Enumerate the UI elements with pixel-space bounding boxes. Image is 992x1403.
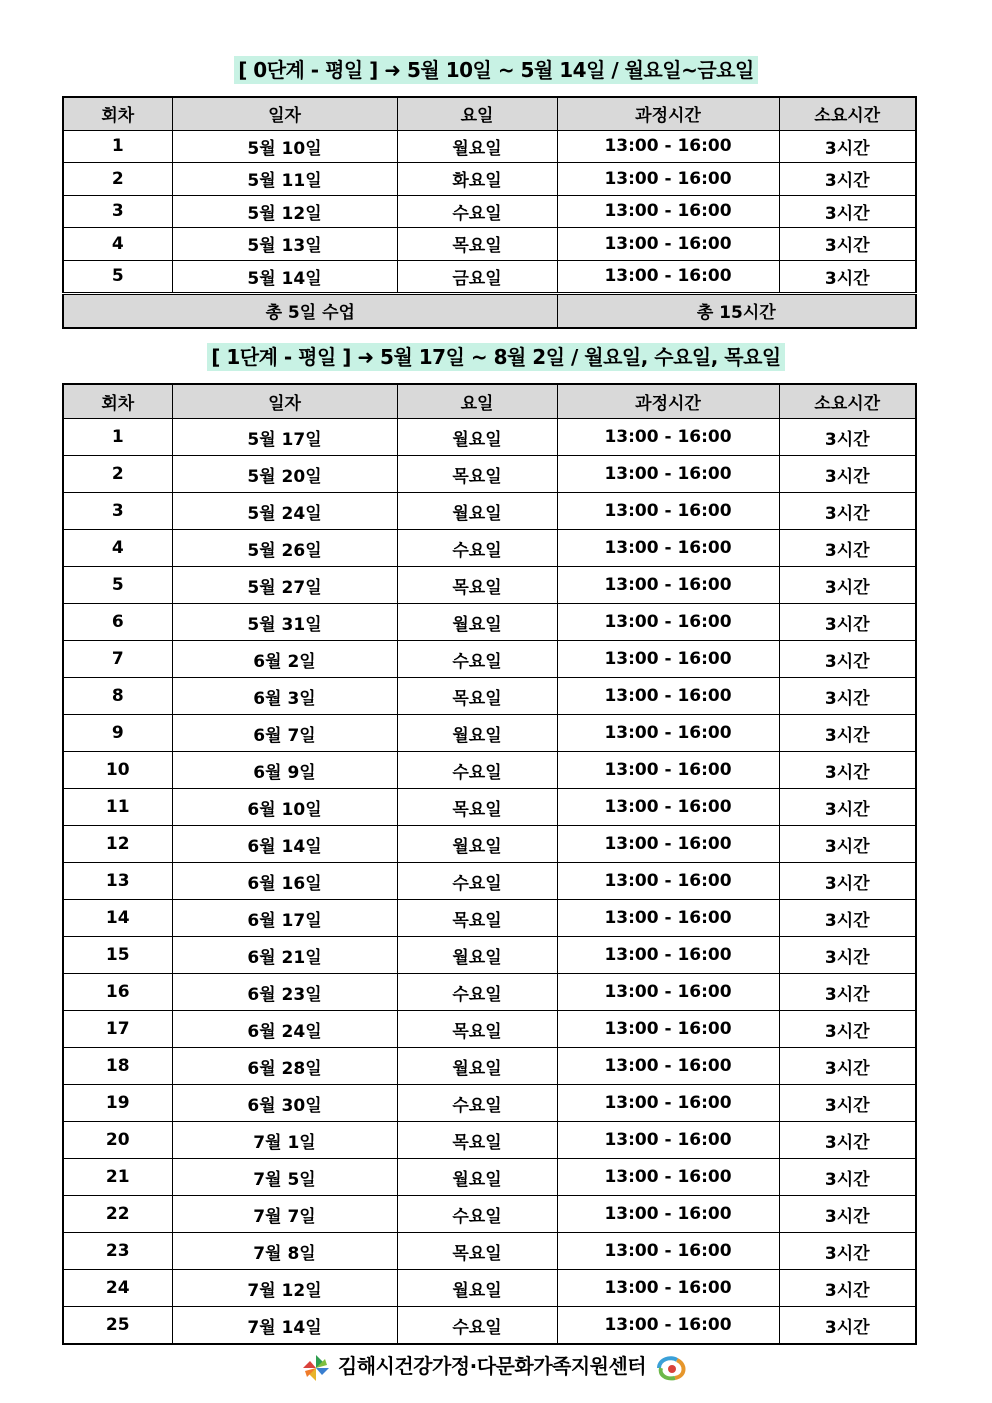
cell-session: 13 — [63, 863, 172, 900]
cell-course-time: 13:00 - 16:00 — [557, 456, 779, 493]
cell-date: 5월 20일 — [172, 456, 397, 493]
cell-weekday: 수요일 — [397, 1196, 557, 1233]
cell-duration: 3시간 — [779, 493, 916, 530]
cell-weekday: 금요일 — [397, 260, 557, 294]
cell-weekday: 월요일 — [397, 1159, 557, 1196]
cell-course-time: 13:00 - 16:00 — [557, 604, 779, 641]
cell-date: 7월 14일 — [172, 1307, 397, 1345]
table-row — [63, 1122, 916, 1159]
cell-duration: 3시간 — [779, 1085, 916, 1122]
cell-date: 6월 21일 — [172, 937, 397, 974]
table-row — [63, 974, 916, 1011]
cell-weekday: 목요일 — [397, 789, 557, 826]
cell-session: 18 — [63, 1048, 172, 1085]
cell-duration: 3시간 — [779, 163, 916, 196]
cell-weekday: 수요일 — [397, 195, 557, 228]
cell-duration: 3시간 — [779, 715, 916, 752]
cell-weekday: 수요일 — [397, 974, 557, 1011]
table-row — [63, 260, 916, 294]
cell-weekday: 월요일 — [397, 1048, 557, 1085]
table-row — [63, 678, 916, 715]
cell-duration: 3시간 — [779, 419, 916, 456]
header-course-time: 과정시간 — [557, 384, 779, 419]
cell-weekday: 월요일 — [397, 130, 557, 163]
table-row — [63, 130, 916, 163]
cell-session: 24 — [63, 1270, 172, 1307]
cell-date: 7월 7일 — [172, 1196, 397, 1233]
cell-date: 6월 16일 — [172, 863, 397, 900]
cell-weekday: 수요일 — [397, 641, 557, 678]
cell-session: 11 — [63, 789, 172, 826]
cell-duration: 3시간 — [779, 1196, 916, 1233]
table-row — [63, 863, 916, 900]
cell-session: 19 — [63, 1085, 172, 1122]
header-weekday: 요일 — [397, 384, 557, 419]
cell-date: 7월 12일 — [172, 1270, 397, 1307]
cell-session: 20 — [63, 1122, 172, 1159]
cell-weekday: 수요일 — [397, 1307, 557, 1345]
cell-duration: 3시간 — [779, 937, 916, 974]
cell-duration: 3시간 — [779, 530, 916, 567]
table-row — [63, 456, 916, 493]
cell-course-time: 13:00 - 16:00 — [557, 1270, 779, 1307]
cell-course-time: 13:00 - 16:00 — [557, 1233, 779, 1270]
cell-date: 5월 27일 — [172, 567, 397, 604]
cell-weekday: 목요일 — [397, 1122, 557, 1159]
table-row — [63, 752, 916, 789]
cell-weekday: 월요일 — [397, 715, 557, 752]
cell-session: 1 — [63, 419, 172, 456]
stage1-schedule-table — [62, 383, 917, 1345]
cell-duration: 3시간 — [779, 1270, 916, 1307]
cell-duration: 3시간 — [779, 1233, 916, 1270]
cell-session: 10 — [63, 752, 172, 789]
footer — [0, 1350, 992, 1383]
cell-duration: 3시간 — [779, 974, 916, 1011]
cell-course-time: 13:00 - 16:00 — [557, 1122, 779, 1159]
cell-date: 6월 23일 — [172, 974, 397, 1011]
cell-course-time: 13:00 - 16:00 — [557, 789, 779, 826]
header-session: 회차 — [63, 97, 172, 130]
cell-course-time: 13:00 - 16:00 — [557, 530, 779, 567]
cell-weekday: 월요일 — [397, 826, 557, 863]
cell-date: 5월 17일 — [172, 419, 397, 456]
cell-course-time: 13:00 - 16:00 — [557, 715, 779, 752]
cell-session: 16 — [63, 974, 172, 1011]
table-row — [63, 604, 916, 641]
total-days: 총 5일 수업 — [63, 294, 557, 328]
cell-course-time: 13:00 - 16:00 — [557, 1048, 779, 1085]
cell-weekday: 목요일 — [397, 456, 557, 493]
cell-session: 3 — [63, 493, 172, 530]
cell-date: 6월 10일 — [172, 789, 397, 826]
cell-date: 7월 5일 — [172, 1159, 397, 1196]
cell-course-time: 13:00 - 16:00 — [557, 493, 779, 530]
table-row — [63, 1196, 916, 1233]
cell-date: 5월 14일 — [172, 260, 397, 294]
pinwheel-logo-icon — [301, 1353, 331, 1383]
cell-weekday: 목요일 — [397, 228, 557, 261]
cell-date: 5월 26일 — [172, 530, 397, 567]
table-row — [63, 900, 916, 937]
cell-date: 6월 3일 — [172, 678, 397, 715]
cell-session: 12 — [63, 826, 172, 863]
cell-duration: 3시간 — [779, 789, 916, 826]
cell-session: 3 — [63, 195, 172, 228]
cell-weekday: 월요일 — [397, 937, 557, 974]
cell-duration: 3시간 — [779, 130, 916, 163]
cell-weekday: 월요일 — [397, 493, 557, 530]
cell-date: 6월 9일 — [172, 752, 397, 789]
cell-date: 6월 30일 — [172, 1085, 397, 1122]
table-row — [63, 567, 916, 604]
cell-session: 23 — [63, 1233, 172, 1270]
table-row — [63, 228, 916, 261]
org-name: 김해시건강가정·다문화가족지원센터 — [337, 1354, 647, 1378]
table-row — [63, 937, 916, 974]
cell-session: 22 — [63, 1196, 172, 1233]
cell-session: 2 — [63, 456, 172, 493]
header-date: 일자 — [172, 384, 397, 419]
table-header-row — [63, 384, 916, 419]
table-header-row — [63, 97, 916, 130]
cell-session: 4 — [63, 228, 172, 261]
table-row — [63, 1270, 916, 1307]
cell-duration: 3시간 — [779, 604, 916, 641]
cell-course-time: 13:00 - 16:00 — [557, 974, 779, 1011]
cell-date: 5월 31일 — [172, 604, 397, 641]
header-duration: 소요시간 — [779, 97, 916, 130]
cell-duration: 3시간 — [779, 900, 916, 937]
table-row — [63, 195, 916, 228]
cell-date: 6월 24일 — [172, 1011, 397, 1048]
cell-course-time: 13:00 - 16:00 — [557, 163, 779, 196]
stage0-heading — [0, 54, 992, 83]
cell-duration: 3시간 — [779, 456, 916, 493]
header-course-time: 과정시간 — [557, 97, 779, 130]
cell-session: 5 — [63, 567, 172, 604]
cell-weekday: 목요일 — [397, 1011, 557, 1048]
cell-date: 5월 11일 — [172, 163, 397, 196]
cell-date: 5월 24일 — [172, 493, 397, 530]
stage1-heading — [0, 341, 992, 370]
cell-duration: 3시간 — [779, 678, 916, 715]
table-row — [63, 1307, 916, 1345]
cell-duration: 3시간 — [779, 1011, 916, 1048]
cell-session: 9 — [63, 715, 172, 752]
cell-course-time: 13:00 - 16:00 — [557, 1159, 779, 1196]
table-row — [63, 1048, 916, 1085]
cell-weekday: 월요일 — [397, 1270, 557, 1307]
cell-session: 1 — [63, 130, 172, 163]
cell-duration: 3시간 — [779, 1122, 916, 1159]
cell-date: 6월 7일 — [172, 715, 397, 752]
cell-date: 7월 1일 — [172, 1122, 397, 1159]
cell-course-time: 13:00 - 16:00 — [557, 863, 779, 900]
cell-session: 4 — [63, 530, 172, 567]
table-row — [63, 493, 916, 530]
table-row — [63, 1011, 916, 1048]
cell-session: 7 — [63, 641, 172, 678]
family-center-logo-icon — [653, 1354, 691, 1382]
cell-session: 5 — [63, 260, 172, 294]
cell-course-time: 13:00 - 16:00 — [557, 900, 779, 937]
cell-course-time: 13:00 - 16:00 — [557, 1196, 779, 1233]
cell-weekday: 목요일 — [397, 678, 557, 715]
cell-date: 6월 2일 — [172, 641, 397, 678]
table-row — [63, 826, 916, 863]
cell-session: 25 — [63, 1307, 172, 1345]
cell-course-time: 13:00 - 16:00 — [557, 1307, 779, 1345]
total-hours: 총 15시간 — [557, 294, 916, 328]
cell-course-time: 13:00 - 16:00 — [557, 752, 779, 789]
cell-course-time: 13:00 - 16:00 — [557, 195, 779, 228]
cell-weekday: 월요일 — [397, 604, 557, 641]
cell-duration: 3시간 — [779, 260, 916, 294]
cell-date: 7월 8일 — [172, 1233, 397, 1270]
header-date: 일자 — [172, 97, 397, 130]
cell-duration: 3시간 — [779, 228, 916, 261]
cell-date: 5월 12일 — [172, 195, 397, 228]
stage0-schedule-table — [62, 96, 917, 329]
cell-date: 6월 14일 — [172, 826, 397, 863]
cell-duration: 3시간 — [779, 1159, 916, 1196]
cell-weekday: 목요일 — [397, 1233, 557, 1270]
header-duration: 소요시간 — [779, 384, 916, 419]
cell-duration: 3시간 — [779, 826, 916, 863]
stage0-heading-text: [ 0단계 - 평일 ] ➜ 5월 10일 ~ 5월 14일 / 월요일~금요일 — [234, 56, 758, 84]
cell-course-time: 13:00 - 16:00 — [557, 1011, 779, 1048]
cell-duration: 3시간 — [779, 641, 916, 678]
cell-course-time: 13:00 - 16:00 — [557, 937, 779, 974]
cell-course-time: 13:00 - 16:00 — [557, 130, 779, 163]
cell-date: 5월 10일 — [172, 130, 397, 163]
cell-duration: 3시간 — [779, 567, 916, 604]
cell-session: 14 — [63, 900, 172, 937]
cell-duration: 3시간 — [779, 752, 916, 789]
table-row — [63, 1233, 916, 1270]
cell-course-time: 13:00 - 16:00 — [557, 826, 779, 863]
cell-course-time: 13:00 - 16:00 — [557, 419, 779, 456]
table-row — [63, 1159, 916, 1196]
cell-course-time: 13:00 - 16:00 — [557, 678, 779, 715]
cell-course-time: 13:00 - 16:00 — [557, 260, 779, 294]
cell-session: 2 — [63, 163, 172, 196]
cell-weekday: 화요일 — [397, 163, 557, 196]
table-row — [63, 789, 916, 826]
cell-duration: 3시간 — [779, 1048, 916, 1085]
cell-session: 15 — [63, 937, 172, 974]
cell-duration: 3시간 — [779, 195, 916, 228]
table-row — [63, 530, 916, 567]
cell-date: 5월 13일 — [172, 228, 397, 261]
cell-weekday: 수요일 — [397, 863, 557, 900]
table-row — [63, 419, 916, 456]
cell-weekday: 목요일 — [397, 900, 557, 937]
cell-session: 8 — [63, 678, 172, 715]
table-row — [63, 715, 916, 752]
stage1-heading-text: [ 1단계 - 평일 ] ➜ 5월 17일 ~ 8월 2일 / 월요일, 수요일, 목요일 — [207, 343, 785, 371]
cell-course-time: 13:00 - 16:00 — [557, 1085, 779, 1122]
cell-weekday: 수요일 — [397, 752, 557, 789]
cell-session: 21 — [63, 1159, 172, 1196]
cell-session: 6 — [63, 604, 172, 641]
total-row — [63, 294, 916, 328]
table-row — [63, 1085, 916, 1122]
cell-session: 17 — [63, 1011, 172, 1048]
cell-date: 6월 28일 — [172, 1048, 397, 1085]
cell-duration: 3시간 — [779, 1307, 916, 1345]
cell-course-time: 13:00 - 16:00 — [557, 228, 779, 261]
cell-course-time: 13:00 - 16:00 — [557, 567, 779, 604]
cell-weekday: 월요일 — [397, 419, 557, 456]
cell-weekday: 수요일 — [397, 530, 557, 567]
table-row — [63, 641, 916, 678]
header-session: 회차 — [63, 384, 172, 419]
cell-date: 6월 17일 — [172, 900, 397, 937]
table-row — [63, 163, 916, 196]
cell-course-time: 13:00 - 16:00 — [557, 641, 779, 678]
header-weekday: 요일 — [397, 97, 557, 130]
cell-weekday: 목요일 — [397, 567, 557, 604]
cell-weekday: 수요일 — [397, 1085, 557, 1122]
cell-duration: 3시간 — [779, 863, 916, 900]
